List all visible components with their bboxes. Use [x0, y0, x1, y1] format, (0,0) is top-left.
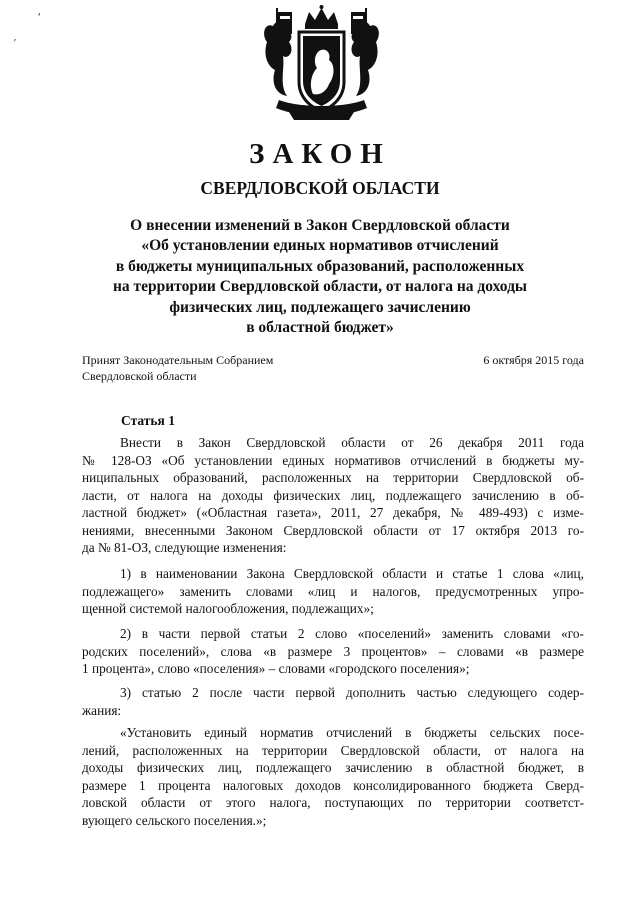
text-line: да № 81-ОЗ, следующие изменения:	[82, 540, 287, 555]
text-line: нениями, внесенными Законом Свердловской области от 17 октября 2013 го-	[82, 522, 584, 538]
scan-mark: ʹ	[14, 38, 17, 49]
adoption-date: 6 октября 2015 года	[483, 353, 584, 367]
law-title: ЗАКОН	[249, 138, 391, 170]
text-line: жания:	[82, 702, 122, 718]
text-line: вующего сельского поселения.»;	[82, 812, 267, 828]
heading-line: О внесении изменений в Закон Свердловской области	[130, 217, 510, 234]
text-line: родских поселений», слова «в размере 3 процентов» – словами «в размере	[82, 643, 584, 659]
text-line: щенной системой налогообложения, подлежащих»;	[82, 601, 374, 616]
text-line: Внести в Закон Свердловской области от 26 декабря 2011 года	[120, 435, 584, 450]
article-title: Статья 1	[121, 413, 175, 428]
heading-line: в бюджеты муниципальных образований, расположенных	[115, 257, 525, 275]
adoption-line: Свердловской области	[82, 369, 197, 383]
adoption-info	[82, 352, 273, 384]
heading-line: в областной бюджет»	[246, 319, 394, 337]
text-line: ласти, от налога на доходы физических лиц, подлежащего зачислению в об-	[82, 487, 584, 503]
adoption-line: Принят Законодательным Собранием	[82, 353, 274, 367]
text-line: «Установить единый норматив отчислений в бюджеты сельских посе-	[120, 725, 584, 740]
text-line: № 128-ОЗ «Об установлении единых нормативов отчислений в бюджеты му-	[82, 452, 584, 468]
paragraph-quote	[82, 724, 584, 829]
paragraph-intro	[82, 434, 584, 557]
text-line: ниципальных образований, расположенных на территории Свердловской об-	[82, 470, 584, 485]
text-line: лений, расположенных на территории Свердловской области, от налога на	[82, 742, 584, 758]
text-line: 1 процента», слово «поселения» – словами «городского поселения»;	[82, 661, 470, 676]
heading-line: на территории Свердловской области, от налога на доходы	[112, 278, 528, 296]
heading-line: «Об установлении единых нормативов отчислений	[141, 237, 499, 255]
text-line: ластной бюджет» («Областная газета», 2011, 27 декабря, № 489-493) с изме-	[82, 505, 584, 520]
document-heading	[60, 216, 580, 338]
scan-mark: ʹ	[38, 10, 41, 24]
text-line: доходы физических лиц, подлежащего зачислению в областной бюджет, в	[82, 760, 584, 775]
text-line: 3) статью 2 после части первой дополнить частью следующего содер-	[120, 685, 584, 700]
paragraph-item-1	[82, 565, 584, 618]
text-line: ловской области от этого налога, поступающих по территории соответст-	[82, 795, 584, 810]
paragraph-item-2	[82, 625, 584, 678]
paragraph-item-3	[82, 684, 584, 719]
text-line: 1) в наименовании Закона Свердловской области и статье 1 слова «лиц,	[120, 566, 584, 581]
heading-line: физических лиц, подлежащего зачислению	[169, 298, 471, 316]
coat-of-arms-emblem	[259, 4, 384, 124]
text-line: 2) в части первой статьи 2 слово «поселений» заменить словами «го-	[120, 626, 584, 641]
text-line: размере 1 процента налоговых доходов консолидированного бюджета Сверд-	[82, 777, 584, 793]
text-line: подлежащего» заменить словами «лиц и налогов, предусмотренных упро-	[82, 583, 584, 599]
law-subtitle: СВЕРДЛОВСКОЙ ОБЛАСТИ	[200, 178, 440, 198]
